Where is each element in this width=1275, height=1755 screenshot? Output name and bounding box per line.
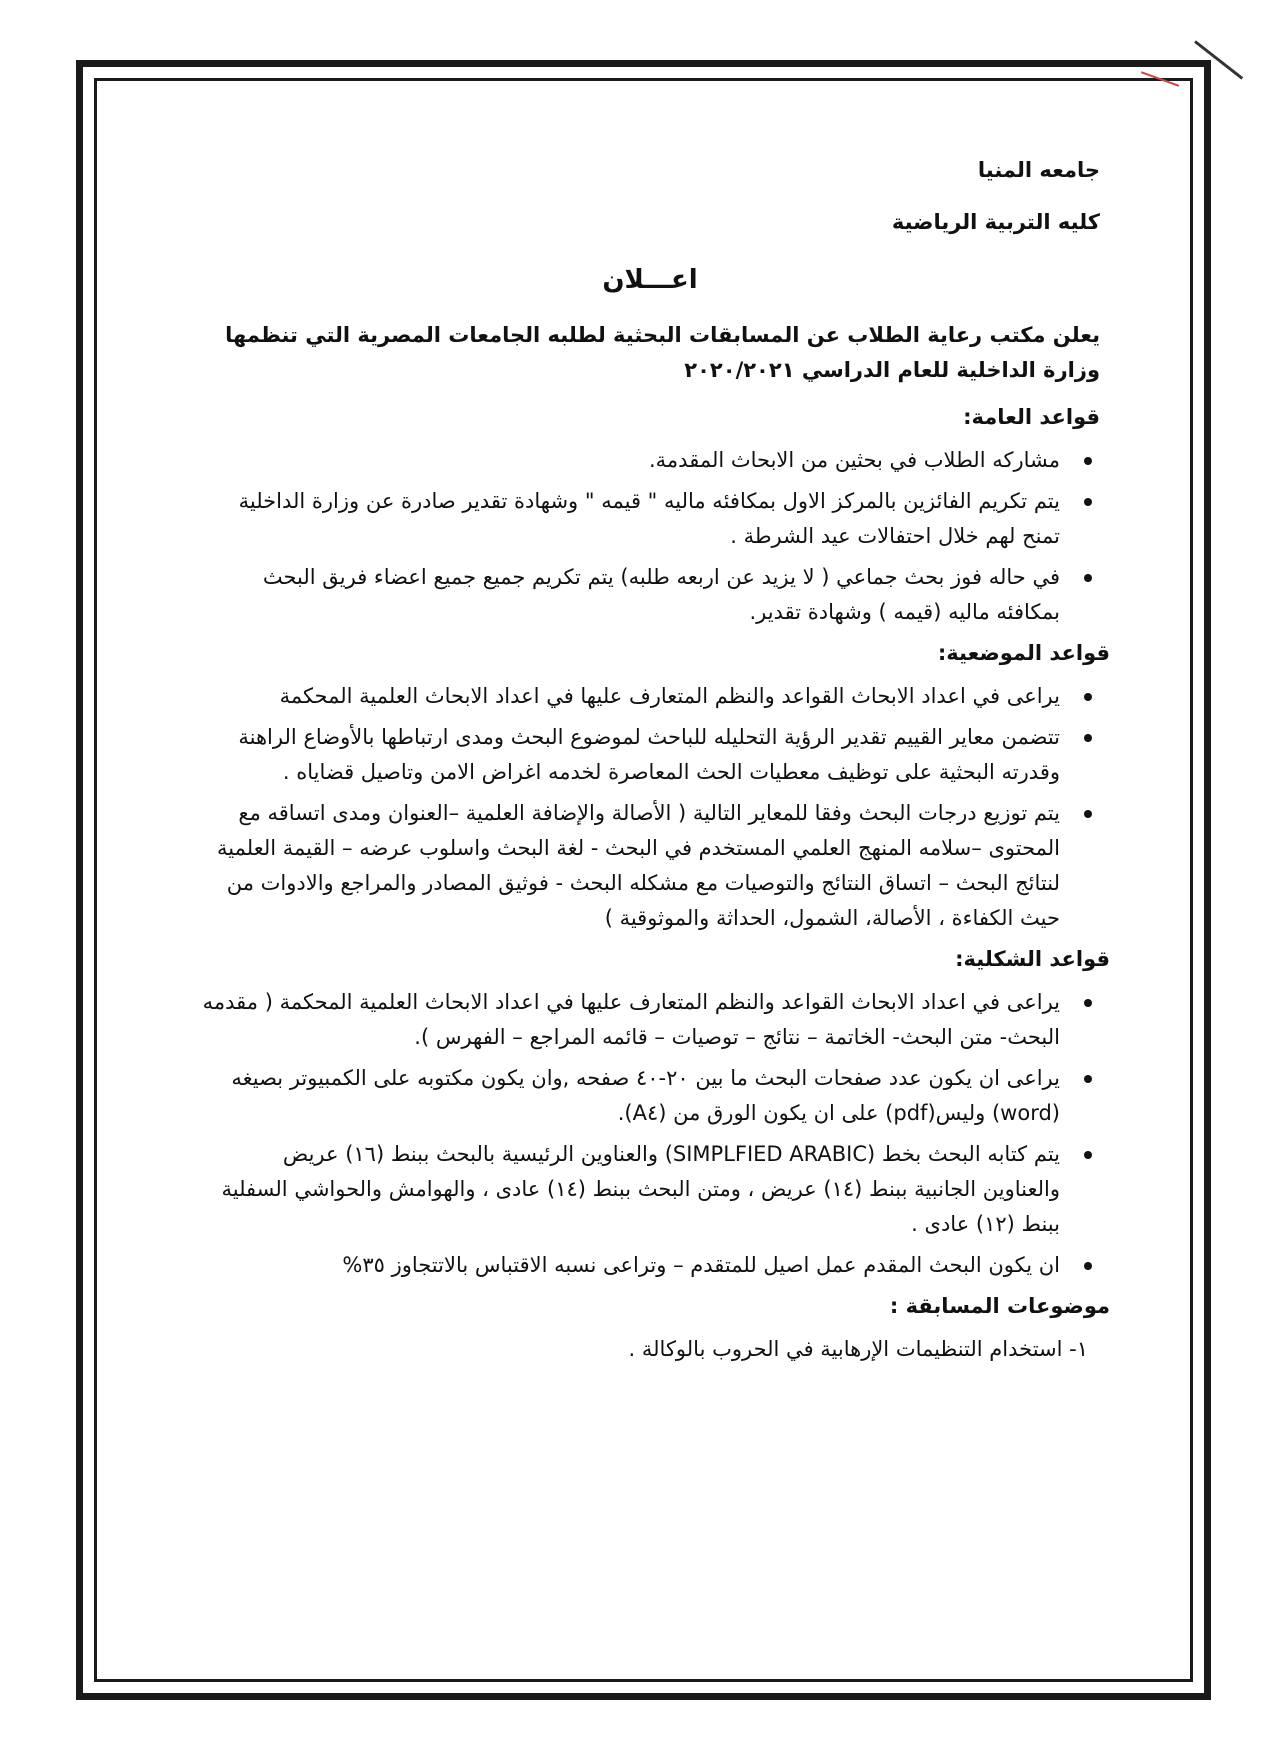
bullet-icon xyxy=(1084,1262,1092,1270)
objective-rules-title: قواعد الموضعية: xyxy=(937,641,1110,665)
bullet-icon xyxy=(1084,734,1092,742)
announcement-document xyxy=(200,150,1110,1367)
announcement-title: اعـــلان xyxy=(602,265,698,295)
list-item xyxy=(200,796,1060,936)
list-item-text: مشاركه الطلاب في بحثين من الابحاث المقدمة. xyxy=(648,448,1060,472)
list-item-text: يراعى في اعداد الابحاث القواعد والنظم المتعارف عليها في اعداد الابحاث العلمية المحكمة xyxy=(279,684,1060,708)
formal-rules-list xyxy=(200,985,1100,1283)
list-item xyxy=(200,720,1060,790)
bullet-icon xyxy=(1084,1075,1092,1083)
list-item xyxy=(200,1137,1060,1242)
bullet-icon xyxy=(1084,999,1092,1007)
formal-rules-title: قواعد الشكلية: xyxy=(955,947,1110,971)
general-rules-title: قواعد العامة: xyxy=(963,405,1100,429)
competition-topic-item: ١- استخدام التنظيمات الإرهابية في الحروب بالوكالة . xyxy=(628,1337,1088,1361)
list-item-text: يتم تكريم الفائزين بالمركز الاول بمكافئه ماليه " قيمه " وشهادة تقدير صادرة عن وزارة الداخلية تمنح لهم خلال احتفالات عيد الشرطة . xyxy=(238,489,1060,548)
list-item-text: يراعى في اعداد الابحاث القواعد والنظم المتعارف عليها في اعداد الابحاث العلمية المحكمة ( مقدمه البحث- متن البحث- الخاتمة – نتائج – توصيات – قائمه المراجع – الفهرس ). xyxy=(202,990,1060,1049)
objective-rules-list xyxy=(200,679,1100,936)
list-item-text: يتم كتابه البحث بخط (SIMPLFIED ARABIC) والعناوين الرئيسية بالبحث ببنط (١٦) عريض والعناوين الجانبية ببنط (١٤) عريض ، ومتن البحث ببنط (١٤) عادى ، والهوامش والحواشي السفلية ببنط (١٢) عادى . xyxy=(221,1142,1060,1236)
list-item xyxy=(200,560,1060,630)
list-item xyxy=(200,1061,1060,1131)
list-item-text: تتضمن معاير القييم تقدير الرؤية التحليله للباحث لموضوع البحث ومدى ارتباطها بالأوضاع الراهنة وقدرته البحثية على توظيف معطيات الحث المعاصرة لخدمه اغراض الامن وتاصيل قضاياه . xyxy=(238,725,1060,784)
bullet-icon xyxy=(1084,810,1092,818)
list-item xyxy=(200,985,1060,1055)
competition-topics-title: موضوعات المسابقة : xyxy=(889,1294,1110,1318)
list-item-text: يراعى ان يكون عدد صفحات البحث ما بين ٢٠-٤٠ صفحه ,وان يكون مكتوبه على الكمبيوتر بصيغه (word) وليس(pdf) على ان يكون الورق من (A٤). xyxy=(231,1066,1060,1125)
list-item xyxy=(200,1248,1060,1283)
list-item-text: يتم توزيع درجات البحث وفقا للمعاير التالية ( الأصالة والإضافة العلمية –العنوان ومدى اتساقه مع المحتوى –سلامه المنهج العلمي المستخدم في البحث - لغة البحث واسلوب عرضه – القيمة العلمية لنتائج البحث – اتساق النتائج والتوصيات مع مشكله البحث - فوثيق المصادر والمراجع والادوات من حيث الكفاءة ، الأصالة، الشمول، الحداثة والموثوقية ) xyxy=(217,801,1060,930)
list-item xyxy=(200,484,1060,554)
bullet-icon xyxy=(1084,457,1092,465)
bullet-icon xyxy=(1084,574,1092,582)
bullet-icon xyxy=(1084,693,1092,701)
list-item xyxy=(200,443,1060,478)
announcement-intro: يعلن مكتب رعاية الطلاب عن المسابقات البحثية لطلبه الجامعات المصرية التي تنظمها وزارة الداخلية للعام الدراسي ٢٠٢٠/٢٠٢١ xyxy=(225,323,1100,382)
list-item xyxy=(200,679,1060,714)
bullet-icon xyxy=(1084,498,1092,506)
general-rules-list xyxy=(200,443,1100,630)
list-item-text: في حاله فوز بحث جماعي ( لا يزيد عن اربعه طلبه) يتم تكريم جميع جميع اعضاء فريق البحث بمكافئه ماليه (قيمه ) وشهادة تقدير. xyxy=(262,565,1060,624)
university-name: جامعه المنيا xyxy=(977,158,1100,182)
bullet-icon xyxy=(1084,1151,1092,1159)
list-item-text: ان يكون البحث المقدم عمل اصيل للمتقدم – وتراعى نسبه الاقتباس بالاتتجاوز ٣٥% xyxy=(342,1253,1060,1277)
faculty-name: كليه التربية الرياضية xyxy=(891,210,1100,234)
